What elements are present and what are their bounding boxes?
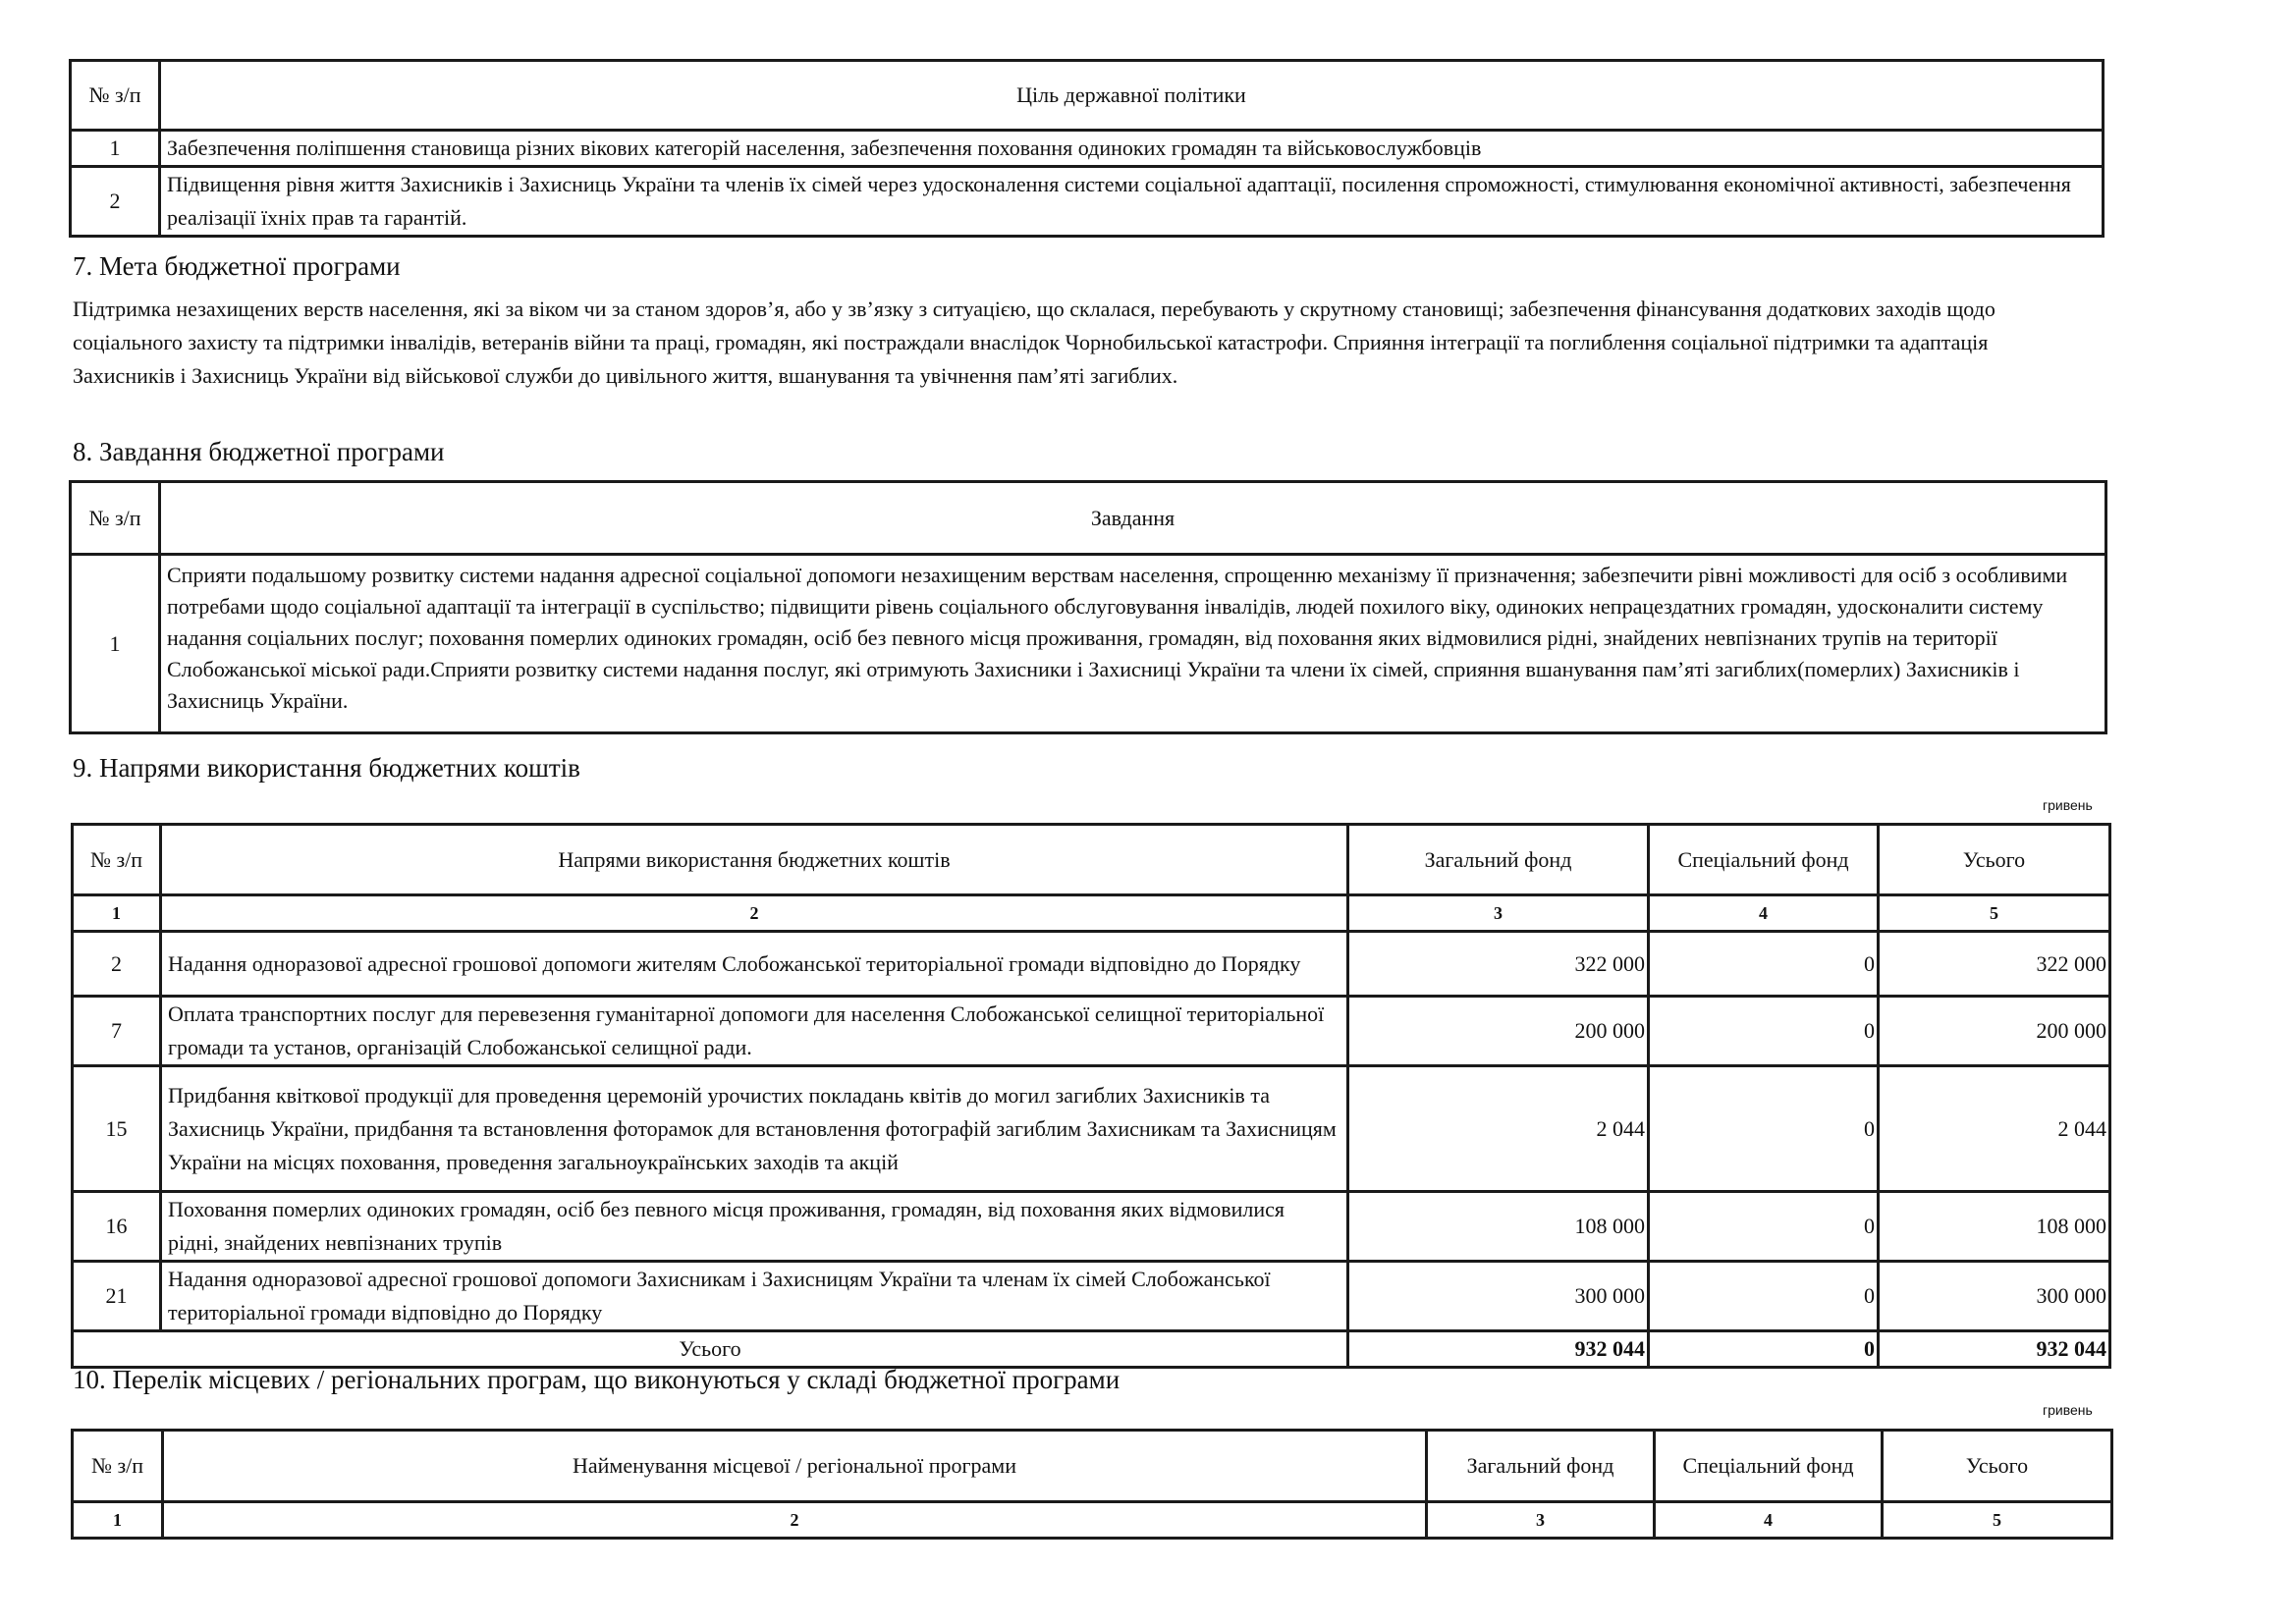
col-number-2: 2 — [161, 895, 1348, 932]
row-number: 1 — [71, 555, 160, 733]
col-total-header: Усього — [1883, 1431, 2112, 1502]
table-row — [71, 555, 2106, 733]
col-number-3: 3 — [1427, 1502, 1655, 1539]
table-row — [73, 1262, 2110, 1331]
table-row — [73, 997, 2110, 1066]
total-value: 300 000 — [1879, 1262, 2110, 1331]
general-fund-value: 322 000 — [1348, 932, 1649, 997]
col-number-5: 5 — [1883, 1502, 2112, 1539]
column-numbers-row — [73, 895, 2110, 932]
section-9-title: 9. Напрями використання бюджетних коштів — [73, 753, 580, 783]
col-task-header: Завдання — [160, 482, 2106, 555]
row-number: 1 — [71, 131, 160, 167]
col-number-header: № з/п — [71, 482, 160, 555]
col-number-1: 1 — [73, 895, 161, 932]
row-number: 21 — [73, 1262, 161, 1331]
general-fund-value: 200 000 — [1348, 997, 1649, 1066]
special-fund-value: 0 — [1649, 1262, 1879, 1331]
general-fund-value: 300 000 — [1348, 1262, 1649, 1331]
row-number: 2 — [73, 932, 161, 997]
table-row — [71, 131, 2104, 167]
total-value: 2 044 — [1879, 1066, 2110, 1192]
total-special-fund: 0 — [1649, 1331, 1879, 1368]
col-general-fund-header: Загальний фонд — [1348, 825, 1649, 895]
row-number: 2 — [71, 167, 160, 237]
special-fund-value: 0 — [1649, 997, 1879, 1066]
local-programs-table — [71, 1429, 2113, 1540]
task-text: Сприяти подальшому розвитку системи надання адресної соціальної допомоги незахищеним верствам населення, спрощенню механізму її призначення; забезпечити рівні можливості для осіб з особливими потребами щодо соціальної адаптації та інтеграції в суспільство; підвищити рівень соціального обслуговування інвалідів, людей похилого віку, одиноких непрацездатних громадян, удосконалити систему надання соціальних послуг; поховання померлих одиноких громадян, осіб без певного місця проживання, громадян, від поховання яких відмовилися рідні, знайдених невпізнаних трупів на території Слобожанської міської ради.Сприяти розвитку системи надання послуг, які отримують Захисники і Захисниці України та члени їх сімей, сприяння вшанування пам’яті загиблих(померлих) Захисників і Захисниць України. — [160, 555, 2106, 733]
col-number-1: 1 — [73, 1502, 163, 1539]
table-header-row — [73, 1431, 2112, 1502]
col-number-2: 2 — [163, 1502, 1427, 1539]
total-row — [73, 1331, 2110, 1368]
col-number-header: № з/п — [73, 1431, 163, 1502]
col-program-name-header: Найменування місцевої / регіональної програми — [163, 1431, 1427, 1502]
col-direction-header: Напрями використання бюджетних коштів — [161, 825, 1348, 895]
col-goal-header: Ціль державної політики — [160, 61, 2104, 131]
col-total-header: Усього — [1879, 825, 2110, 895]
col-special-fund-header: Спеціальний фонд — [1655, 1431, 1883, 1502]
total-value: 200 000 — [1879, 997, 2110, 1066]
direction-text: Придбання квіткової продукції для проведення церемоній урочистих покладань квітів до могил загиблих Захисників та Захисниць України, придбання та встановлення фоторамок для встановлення фотографій загиблим Захисникам та Захисницям України на місцях поховання, проведення загальноукраїнських заходів та акцій — [161, 1066, 1348, 1192]
col-number-4: 4 — [1655, 1502, 1883, 1539]
table-row — [73, 1192, 2110, 1262]
row-number: 7 — [73, 997, 161, 1066]
general-fund-value: 108 000 — [1348, 1192, 1649, 1262]
table-row — [73, 932, 2110, 997]
tasks-table — [69, 480, 2107, 734]
policy-goals-table — [69, 59, 2105, 238]
total-sum: 932 044 — [1879, 1331, 2110, 1368]
currency-unit-label: гривень — [2043, 797, 2093, 813]
column-numbers-row — [73, 1502, 2112, 1539]
col-general-fund-header: Загальний фонд — [1427, 1431, 1655, 1502]
goal-text: Забезпечення поліпшення становища різних вікових категорій населення, забезпечення поховання одиноких громадян та військовослужбовців — [160, 131, 2104, 167]
direction-text: Поховання померлих одиноких громадян, осіб без певного місця проживання, громадян, від поховання яких відмовилися рідні, знайдених невпізнаних трупів — [161, 1192, 1348, 1262]
table-header-row — [71, 482, 2106, 555]
total-value: 322 000 — [1879, 932, 2110, 997]
col-number-header: № з/п — [73, 825, 161, 895]
table-header-row — [73, 825, 2110, 895]
row-number: 15 — [73, 1066, 161, 1192]
section-7-title: 7. Мета бюджетної програми — [73, 251, 401, 281]
total-general-fund: 932 044 — [1348, 1331, 1649, 1368]
section-10-title: 10. Перелік місцевих / регіональних програм, що виконуються у складі бюджетної програми — [73, 1365, 1121, 1394]
row-number: 16 — [73, 1192, 161, 1262]
section-7-text: Підтримка незахищених верств населення, які за віком чи за станом здоров’я, або у зв’язку з ситуацією, що склалася, перебувають у скрутному становищі; забезпечення фінансування додаткових заходів щодо соціального захисту та підтримки інвалідів, ветеранів війни та праці, громадян, які постраждали внаслідок Чорнобильської катастрофи. Сприяння інтеграції та поглиблення соціальної підтримки та адаптація Захисників і Захисниць України від військової служби до цивільного життя, вшанування та увічнення пам’яті загиблих. — [73, 297, 1995, 388]
direction-text: Оплата транспортних послуг для перевезення гуманітарної допомоги для населення Слобожанської селищної територіальної громади та установ, організацій Слобожанської селищної ради. — [161, 997, 1348, 1066]
special-fund-value: 0 — [1649, 1192, 1879, 1262]
total-label: Усього — [73, 1331, 1348, 1368]
col-number-header: № з/п — [71, 61, 160, 131]
budget-directions-table — [71, 823, 2111, 1369]
general-fund-value: 2 044 — [1348, 1066, 1649, 1192]
special-fund-value: 0 — [1649, 1066, 1879, 1192]
col-number-3: 3 — [1348, 895, 1649, 932]
col-special-fund-header: Спеціальний фонд — [1649, 825, 1879, 895]
goal-text: Підвищення рівня життя Захисників і Захисниць України та членів їх сімей через удосконалення системи соціальної адаптації, посилення спроможності, стимулювання економічної активності, забезпечення реалізації їхніх прав та гарантій. — [160, 167, 2104, 237]
table-row — [73, 1066, 2110, 1192]
direction-text: Надання одноразової адресної грошової допомоги жителям Слобожанської територіальної громади відповідно до Порядку — [161, 932, 1348, 997]
currency-unit-label: гривень — [2043, 1402, 2093, 1418]
total-value: 108 000 — [1879, 1192, 2110, 1262]
special-fund-value: 0 — [1649, 932, 1879, 997]
col-number-4: 4 — [1649, 895, 1879, 932]
direction-text: Надання одноразової адресної грошової допомоги Захисникам і Захисницям України та членам їх сімей Слобожанської територіальної громади відповідно до Порядку — [161, 1262, 1348, 1331]
section-8-title: 8. Завдання бюджетної програми — [73, 437, 445, 466]
table-header-row — [71, 61, 2104, 131]
table-row — [71, 167, 2104, 237]
col-number-5: 5 — [1879, 895, 2110, 932]
